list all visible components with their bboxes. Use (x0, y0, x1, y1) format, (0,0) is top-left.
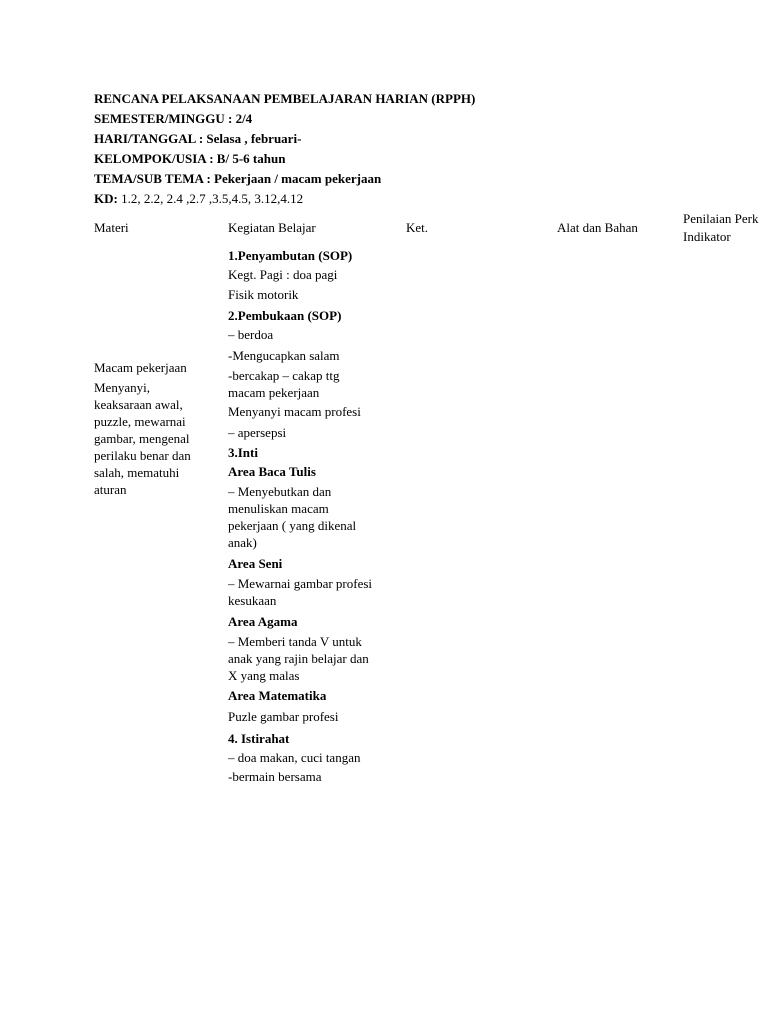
section-istirahat: 4. Istirahat (228, 731, 290, 746)
kegiatan-line: – doa makan, cuci tangan (228, 750, 361, 765)
materi-line: gambar, mengenal (94, 431, 190, 446)
kelompok-usia-line: KELOMPOK/USIA : B/ 5-6 tahun (94, 151, 286, 166)
kegiatan-line: Kegt. Pagi : doa pagi (228, 267, 338, 282)
kegiatan-line: macam pekerjaan (228, 385, 320, 400)
kegiatan-line: kesukaan (228, 593, 277, 608)
kegiatan-line: -Mengucapkan salam (228, 348, 340, 363)
area-seni: Area Seni (228, 556, 283, 571)
document-title: RENCANA PELAKSANAAN PEMBELAJARAN HARIAN (RPPH) (94, 91, 476, 106)
kegiatan-line: pekerjaan ( yang dikenal (228, 518, 357, 533)
kd-line (94, 190, 303, 208)
kegiatan-line: Menyanyi macam profesi (228, 404, 361, 419)
materi-line: keaksaraan awal, (94, 397, 183, 412)
kegiatan-line: Fisik motorik (228, 287, 299, 302)
kegiatan-line: anak yang rajin belajar dan (228, 651, 369, 666)
column-header-alat: Alat dan Bahan (557, 220, 638, 235)
kegiatan-line: – berdoa (228, 327, 274, 342)
section-penyambutan: 1.Penyambutan (SOP) (228, 248, 353, 263)
section-pembukaan: 2.Pembukaan (SOP) (228, 308, 342, 323)
column-header-penilaian: Penilaian Perk (683, 211, 759, 226)
column-header-ket: Ket. (406, 220, 429, 235)
kegiatan-line: X yang malas (228, 668, 300, 683)
kegiatan-line: menuliskan macam (228, 501, 329, 516)
column-header-materi: Materi (94, 220, 129, 235)
kegiatan-line: -bercakap – cakap ttg (228, 368, 340, 383)
kegiatan-line: Puzle gambar profesi (228, 709, 339, 724)
kegiatan-line: – Menyebutkan dan (228, 484, 332, 499)
column-header-kegiatan: Kegiatan Belajar (228, 220, 316, 235)
area-baca-tulis: Area Baca Tulis (228, 464, 316, 479)
area-agama: Area Agama (228, 614, 298, 629)
column-header-indikator: Indikator (683, 229, 731, 244)
kd-label: KD: (94, 191, 118, 206)
kegiatan-line: – Memberi tanda V untuk (228, 634, 362, 649)
tema-line: TEMA/SUB TEMA : Pekerjaan / macam pekerjaan (94, 171, 382, 186)
kd-value: 1.2, 2.2, 2.4 ,2.7 ,3.5,4.5, 3.12,4.12 (117, 191, 304, 206)
materi-line: Menyanyi, (94, 380, 150, 395)
materi-line: Macam pekerjaan (94, 360, 187, 375)
kegiatan-line: -bermain bersama (228, 769, 322, 784)
area-matematika: Area Matematika (228, 688, 327, 703)
materi-line: perilaku benar dan (94, 448, 191, 463)
materi-line: salah, mematuhi (94, 465, 180, 480)
materi-line: puzzle, mewarnai (94, 414, 186, 429)
kegiatan-line: – Mewarnai gambar profesi (228, 576, 373, 591)
section-inti: 3.Inti (228, 445, 258, 460)
semester-line: SEMESTER/MINGGU : 2/4 (94, 111, 253, 126)
hari-tanggal-line: HARI/TANGGAL : Selasa , februari- (94, 131, 302, 146)
materi-line: aturan (94, 482, 127, 497)
kegiatan-line: anak) (228, 535, 257, 550)
kegiatan-line: – apersepsi (228, 425, 287, 440)
